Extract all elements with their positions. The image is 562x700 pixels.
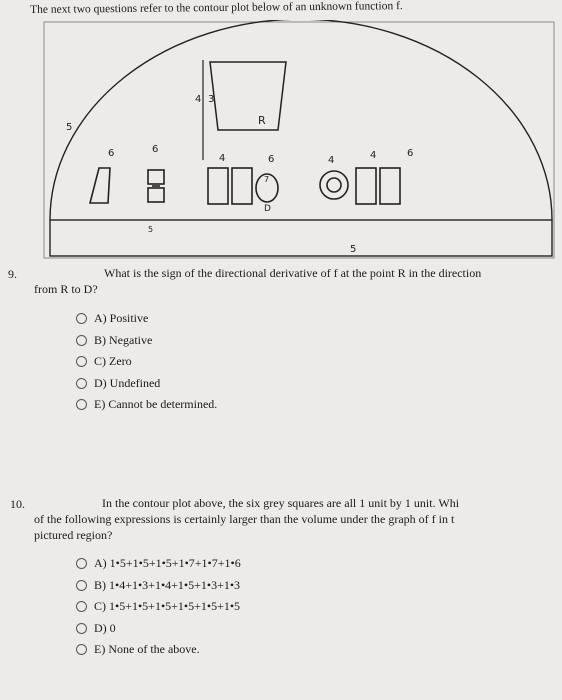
radio-button-icon[interactable] <box>76 378 87 389</box>
radio-button-icon[interactable] <box>76 399 87 410</box>
label-3: 3 <box>208 94 215 105</box>
contour-plot <box>40 20 560 260</box>
option-label: A) 1•5+1•5+1•5+1•7+1•7+1•6 <box>94 556 241 571</box>
label-4-b: 4 <box>328 155 335 166</box>
label-d: D <box>264 204 271 214</box>
q10-option-e[interactable] <box>76 639 241 661</box>
option-label: E) None of the above. <box>94 642 200 657</box>
label-6-c: 6 <box>268 154 275 165</box>
option-label: B) Negative <box>94 332 153 347</box>
label-4-c: 4 <box>370 150 377 161</box>
square-contour-3 <box>356 168 376 204</box>
question-9-line-2: from R to D? <box>34 282 98 296</box>
question-10-text <box>34 495 562 543</box>
intro-text: The next two questions refer to the contour plot below of an unknown function f. <box>30 0 403 16</box>
question-9-number: 9. <box>8 267 17 281</box>
q9-option-b[interactable] <box>76 330 217 352</box>
question-9-line-1: What is the sign of the directional derivative of f at the point R in the direction <box>104 266 482 280</box>
radio-button-icon[interactable] <box>76 335 87 346</box>
radio-button-icon[interactable] <box>76 313 87 324</box>
radio-button-icon[interactable] <box>76 580 87 591</box>
radio-button-icon[interactable] <box>76 644 87 655</box>
dome-contour <box>50 20 552 220</box>
question-10-line-2: of the following expressions is certainly larger than the volume under the graph of f in t <box>34 512 455 526</box>
question-10-line-1: In the contour plot above, the six grey squares are all 1 unit by 1 unit. Whi <box>102 496 460 510</box>
stacked-square-top <box>148 170 164 184</box>
question-9-text <box>34 265 559 297</box>
option-label: D) 0 <box>94 620 116 635</box>
option-label: C) Zero <box>94 354 132 369</box>
plot-border <box>44 22 554 258</box>
option-label: B) 1•4+1•3+1•4+1•5+1•3+1•3 <box>94 577 241 592</box>
trapezoid-contour <box>90 168 110 203</box>
label-5-arc: 5 <box>66 122 73 133</box>
question-9-options <box>76 308 217 416</box>
label-6-d: 6 <box>407 148 414 159</box>
label-5-low: 5 <box>148 225 154 234</box>
concentric-inner <box>327 178 341 192</box>
option-label: E) Cannot be determined. <box>94 397 218 412</box>
concentric-outer <box>320 171 348 199</box>
question-10-options <box>76 553 241 661</box>
q10-option-a[interactable] <box>76 553 241 575</box>
q9-option-d[interactable] <box>76 373 217 395</box>
q9-option-e[interactable] <box>76 394 217 416</box>
square-contour-1 <box>208 168 228 204</box>
q10-option-b[interactable] <box>76 575 241 597</box>
stacked-square-bottom <box>148 188 164 202</box>
q10-option-d[interactable] <box>76 618 241 640</box>
option-label: A) Positive <box>94 311 149 326</box>
square-contour-2 <box>232 168 252 204</box>
region-r-contour <box>210 62 286 130</box>
label-4-a: 4 <box>219 153 226 164</box>
square-contour-4 <box>380 168 400 204</box>
q9-option-c[interactable] <box>76 351 217 373</box>
label-6-a: 6 <box>108 148 115 159</box>
option-label: C) 1•5+1•5+1•5+1•5+1•5+1•5 <box>94 599 241 614</box>
radio-button-icon[interactable] <box>76 601 87 612</box>
radio-button-icon[interactable] <box>76 356 87 367</box>
q10-option-c[interactable] <box>76 596 241 618</box>
base-rectangle <box>50 220 552 256</box>
label-6-b: 6 <box>152 144 159 155</box>
label-7: 7 <box>264 175 270 184</box>
label-r: R <box>258 114 266 127</box>
option-label: D) Undefined <box>94 375 161 390</box>
question-10-line-3: pictured region? <box>34 528 113 542</box>
q9-option-a[interactable] <box>76 308 217 330</box>
label-4: 4 <box>195 94 202 105</box>
radio-button-icon[interactable] <box>76 623 87 634</box>
label-5-bottom: 5 <box>350 244 357 255</box>
question-10-number: 10. <box>10 497 25 511</box>
radio-button-icon[interactable] <box>76 558 87 569</box>
